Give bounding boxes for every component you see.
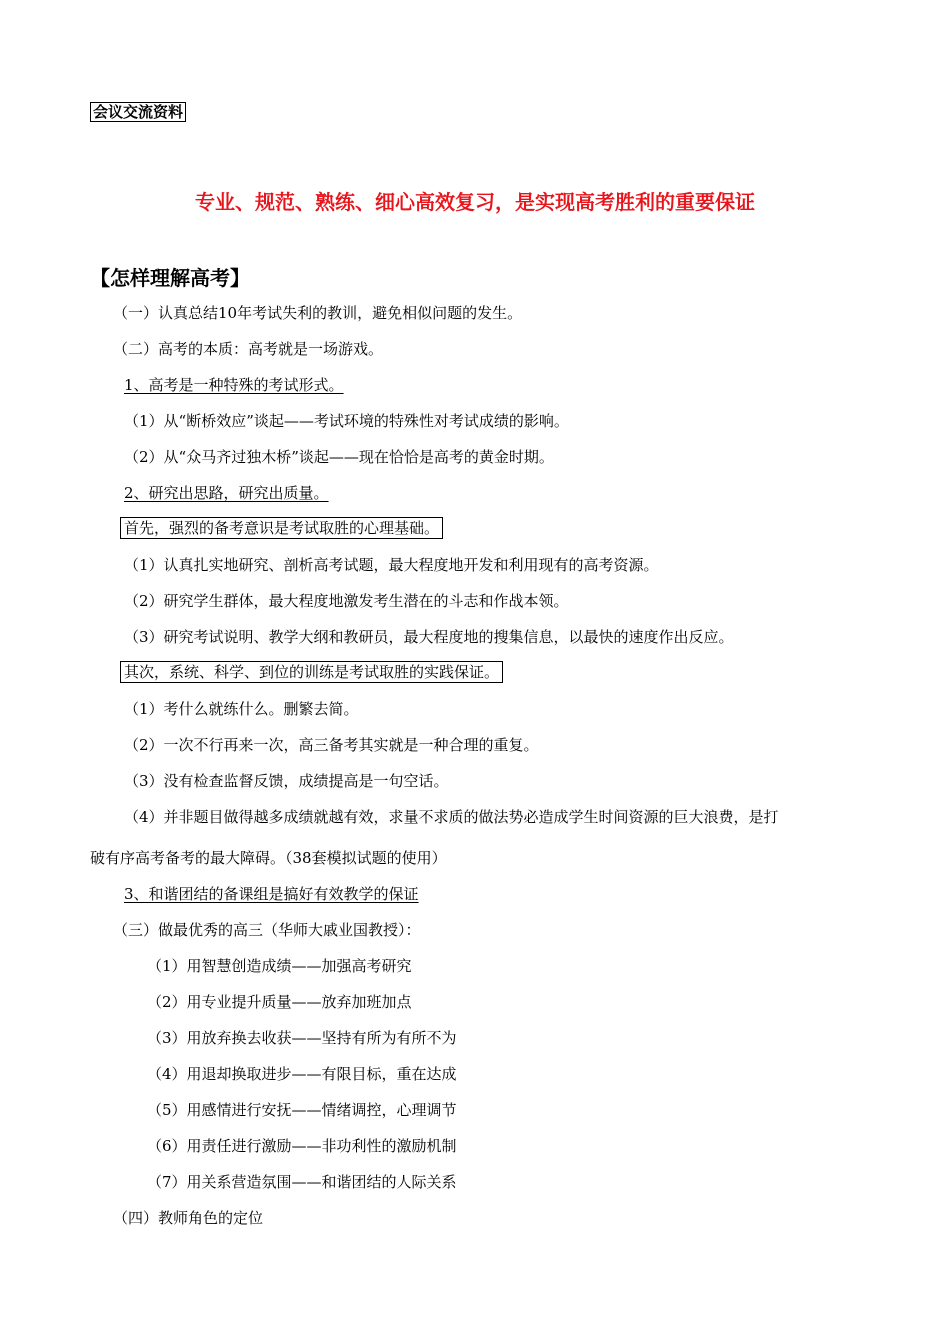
- item-3-2: （2）用专业提升质量——放弃加班加点: [147, 993, 412, 1011]
- boxed-point-second: 其次，系统、科学、到位的训练是考试取胜的实践保证。: [120, 661, 503, 683]
- subsection-2-3: 3、和谐团结的备课组是搞好有效教学的保证: [124, 885, 419, 903]
- item-3-7: （7）用关系营造氛围——和谐团结的人际关系: [147, 1173, 457, 1191]
- subsection-2-2: 2、研究出思路，研究出质量。: [124, 484, 329, 502]
- item-3-5: （5）用感情进行安抚——情绪调控，心理调节: [147, 1101, 457, 1119]
- item-3-4: （4）用退却换取进步——有限目标，重在达成: [147, 1065, 457, 1083]
- section-1: （一）认真总结10年考试失利的教训，避免相似问题的发生。: [113, 304, 523, 322]
- document-title: 专业、规范、熟练、细心高效复习，是实现高考胜利的重要保证: [195, 190, 755, 214]
- item-second-4-line1: （4）并非题目做得越多成绩就越有效，求量不求质的做法势必造成学生时间资源的巨大浪费，是打: [124, 808, 779, 826]
- item-2-1-1: （1）从“断桥效应”谈起——考试环境的特殊性对考试成绩的影响。: [124, 412, 569, 430]
- item-3-6: （6）用责任进行激励——非功利性的激励机制: [147, 1137, 457, 1155]
- item-3-1: （1）用智慧创造成绩——加强高考研究: [147, 957, 412, 975]
- section-2: （二）高考的本质：高考就是一场游戏。: [113, 340, 384, 358]
- item-2-1-2: （2）从“众马齐过独木桥”谈起——现在恰恰是高考的黄金时期。: [124, 448, 554, 466]
- section-3: （三）做最优秀的高三（华师大戚业国教授）：: [113, 921, 421, 939]
- item-second-4-line2: 破有序高考备考的最大障碍。（38套模拟试题的使用）: [90, 849, 447, 867]
- item-first-3: （3）研究考试说明、教学大纲和教研员，最大程度地的搜集信息，以最快的速度作出反应。: [124, 628, 734, 646]
- boxed-point-first: 首先，强烈的备考意识是考试取胜的心理基础。: [120, 517, 443, 539]
- item-second-1: （1）考什么就练什么。删繁去简。: [124, 700, 359, 718]
- item-second-2: （2）一次不行再来一次，高三备考其实就是一种合理的重复。: [124, 736, 539, 754]
- item-first-2: （2）研究学生群体，最大程度地激发考生潜在的斗志和作战本领。: [124, 592, 569, 610]
- section-4: （四）教师角色的定位: [113, 1209, 264, 1227]
- item-first-1: （1）认真扎实地研究、剖析高考试题，最大程度地开发和利用现有的高考资源。: [124, 556, 659, 574]
- section-heading: 【怎样理解高考】: [90, 266, 250, 290]
- subsection-2-1: 1、高考是一种特殊的考试形式。: [124, 376, 344, 394]
- item-3-3: （3）用放弃换去收获——坚持有所为有所不为: [147, 1029, 457, 1047]
- document-tag: 会议交流资料: [90, 102, 186, 122]
- item-second-3: （3）没有检查监督反馈，成绩提高是一句空话。: [124, 772, 449, 790]
